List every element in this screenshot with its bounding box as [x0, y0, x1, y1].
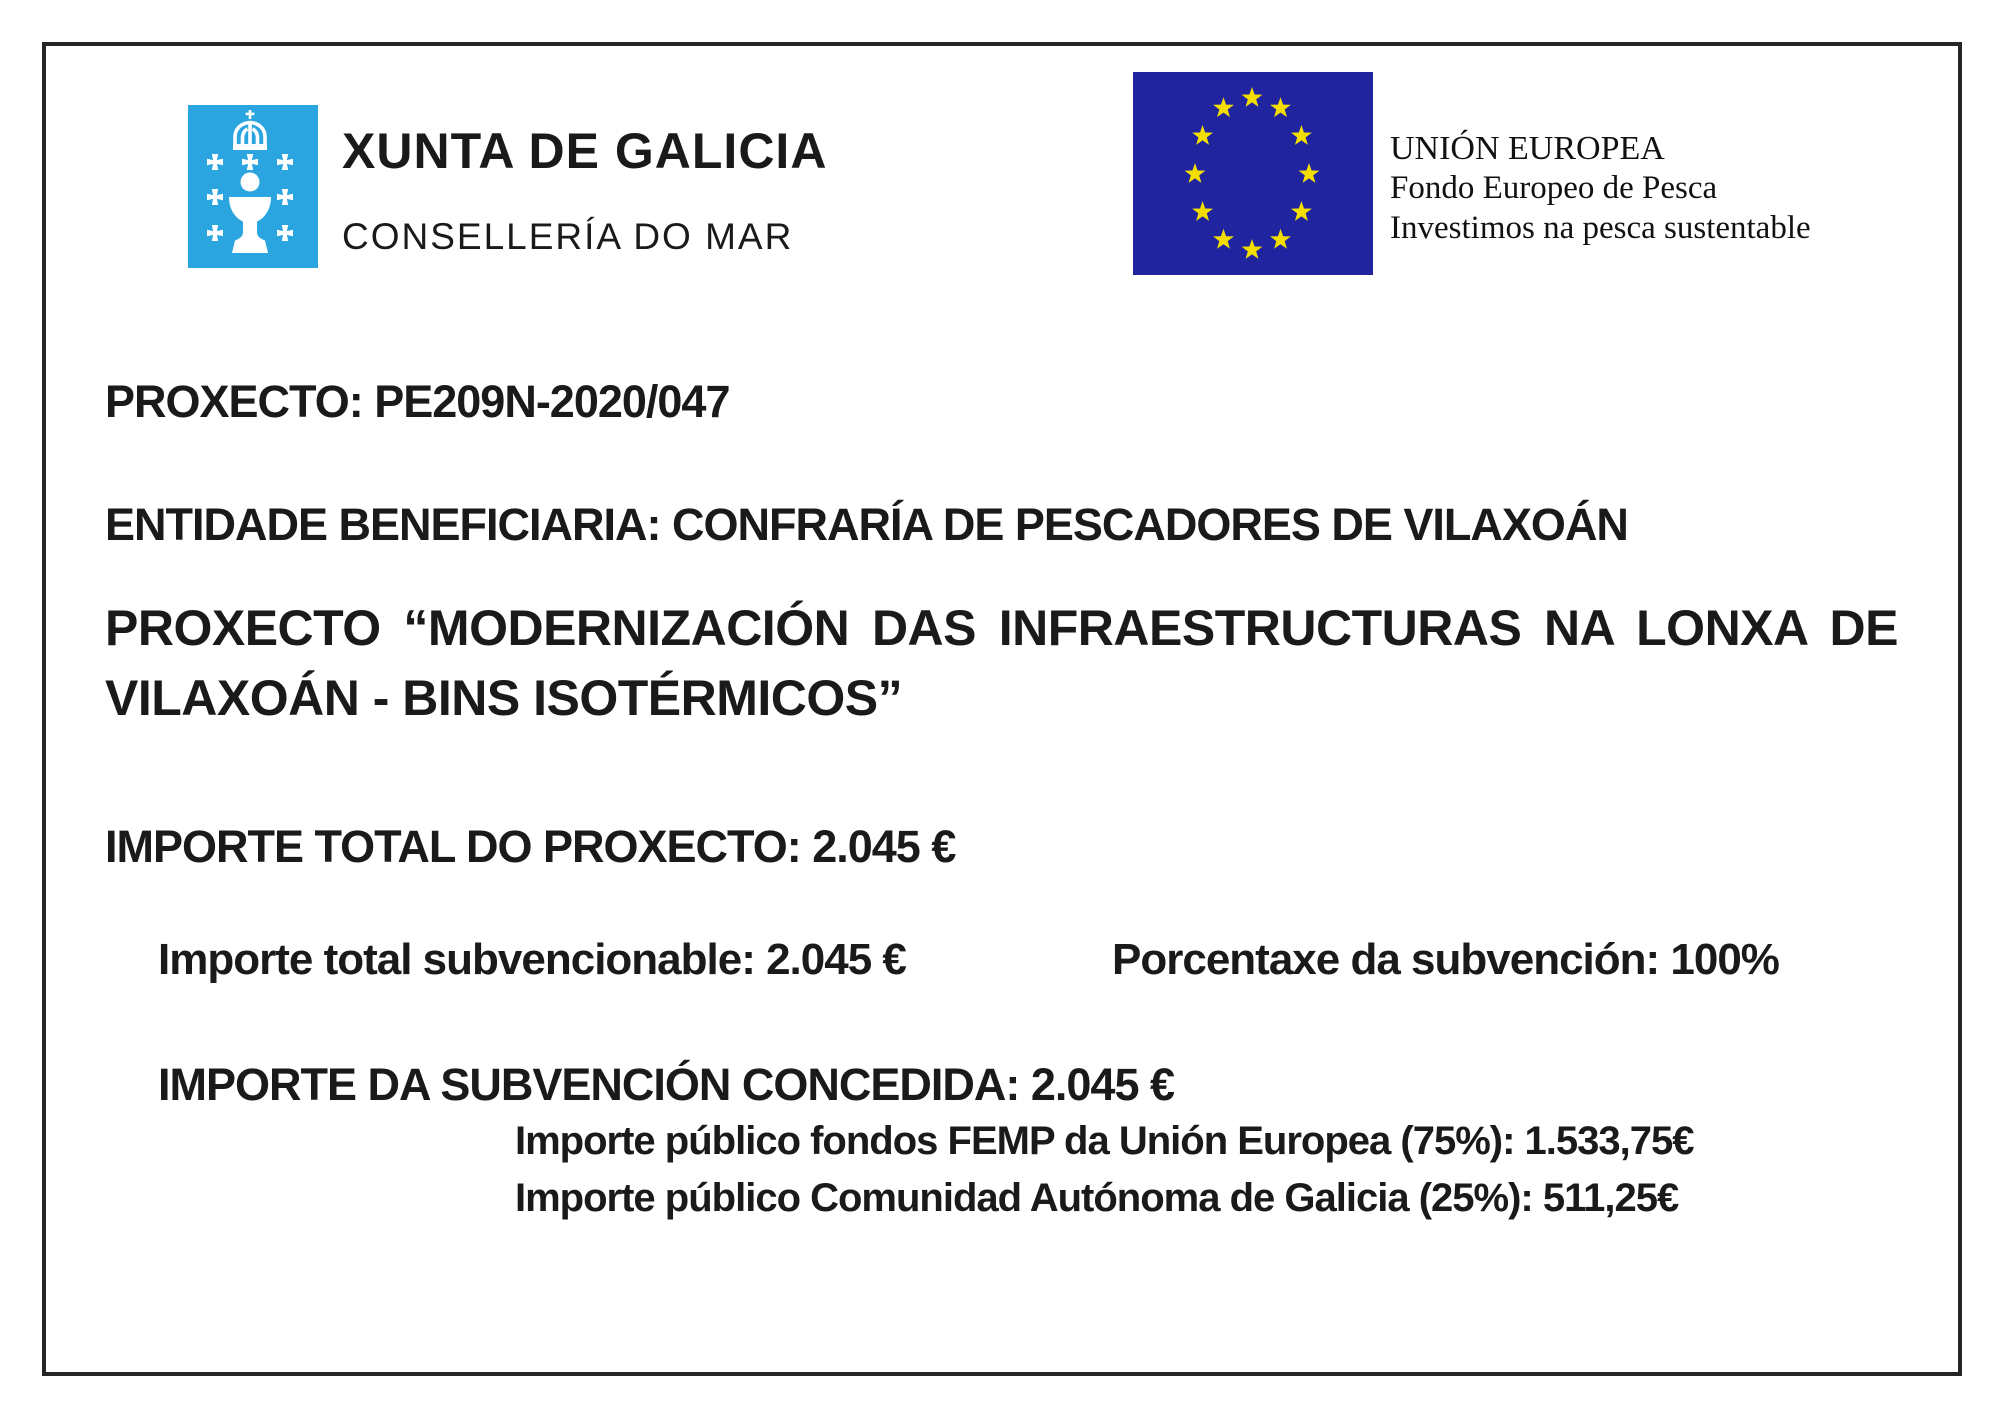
- galicia-public-amount-line: Importe público Comunidad Autónoma de Galicia (25%): 511,25€: [515, 1176, 1679, 1220]
- eu-title: UNIÓN EUROPEA: [1390, 130, 1665, 167]
- total-amount-line: IMPORTE TOTAL DO PROXECTO: 2.045 €: [105, 821, 956, 872]
- xunta-department-label: CONSELLERÍA DO MAR: [342, 216, 794, 257]
- subsidy-percentage-line: Porcentaxe da subvención: 100%: [1112, 935, 1779, 984]
- xunta-wordmark: XUNTA DE GALICIA: [342, 123, 828, 179]
- femp-public-amount-line: Importe público fondos FEMP da Unión Europea (75%): 1.533,75€: [515, 1119, 1694, 1163]
- eu-fund-label: Fondo Europeo de Pesca: [1390, 170, 1718, 206]
- xunta-de-galicia-crest-logo: [188, 105, 318, 268]
- project-title: [105, 593, 1898, 733]
- project-title-line-2: VILAXOÁN - BINS ISOTÉRMICOS”: [105, 670, 903, 726]
- eu-flag-icon: [1133, 72, 1373, 275]
- project-title-line-1: PROXECTO “MODERNIZACIÓN DAS INFRAESTRUCTURAS NA LONXA DE: [105, 600, 1898, 656]
- eu-slogan: Investimos na pesca sustentable: [1390, 210, 1811, 246]
- beneficiary-line: ENTIDADE BENEFICIARIA: CONFRARÍA DE PESCADORES DE VILAXOÁN: [105, 499, 1628, 550]
- project-code-line: PROXECTO: PE209N-2020/047: [105, 376, 730, 427]
- granted-subsidy-line: IMPORTE DA SUBVENCIÓN CONCEDIDA: 2.045 €: [158, 1059, 1175, 1110]
- subsidizable-amount-line: Importe total subvencionable: 2.045 €: [158, 935, 906, 984]
